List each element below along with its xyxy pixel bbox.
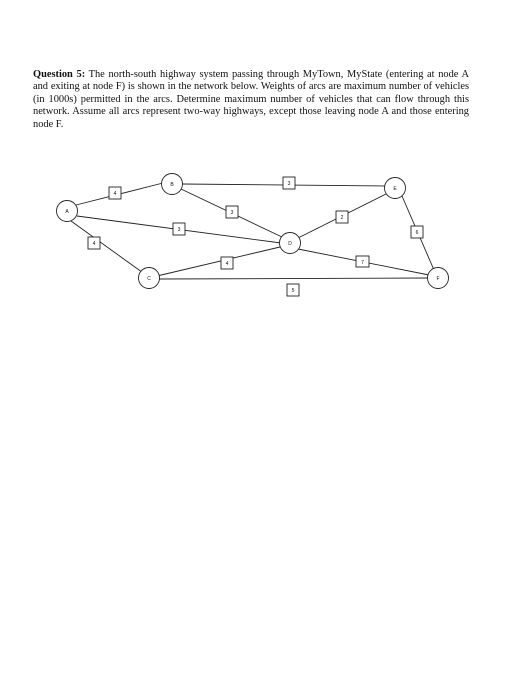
weight-label-ab: 4 (113, 191, 117, 197)
node-e (385, 178, 406, 199)
arc-cd (157, 247, 280, 276)
question-label: Question 5: (33, 69, 86, 80)
node-label-a: A (65, 209, 69, 215)
node-label-d: D (288, 241, 292, 247)
node-label-b: B (170, 182, 174, 188)
node-f (428, 268, 449, 289)
question-body: The north-south highway system passing through MyTown, MyState (entering at node A and exiting at node F) is shown in the network below. Weights of arcs are maximum number of vehicles (in 1000s) permitted in the arcs. Determine maximum number of vehicles that can flow through this network. Assume all arcs represent two-way highways, except those leaving node A and those entering node F. (33, 69, 469, 130)
weight-label-df: 7 (361, 260, 364, 266)
arc-cf (158, 278, 429, 279)
weight-box-bd (226, 206, 238, 218)
node-b (162, 174, 183, 195)
node-a (57, 201, 78, 222)
node-label-f: F (436, 276, 440, 282)
node-label-c: C (147, 276, 151, 282)
node-label-e: E (393, 186, 397, 192)
weight-box-cd (221, 257, 233, 269)
weight-box-df (356, 256, 369, 267)
weight-box-cf (287, 284, 299, 296)
weight-box-de (336, 211, 348, 223)
weight-box-be (283, 177, 295, 189)
weight-label-be: 3 (287, 181, 291, 187)
weight-label-ac: 4 (92, 241, 96, 247)
weight-label-ad: 3 (177, 227, 181, 233)
weight-label-ef: 6 (415, 230, 419, 236)
weight-box-ab (109, 187, 121, 199)
weight-box-ef (411, 226, 423, 238)
arc-ac (71, 221, 146, 275)
node-d (280, 233, 301, 254)
weight-box-ad (173, 223, 185, 235)
weight-label-cf: 5 (291, 288, 295, 294)
weight-box-ac (88, 237, 100, 249)
weight-label-bd: 3 (230, 210, 234, 216)
arcs-layer (71, 183, 434, 279)
weight-label-de: 2 (340, 215, 344, 221)
weight-label-cd: 4 (225, 261, 229, 267)
node-c (139, 268, 160, 289)
